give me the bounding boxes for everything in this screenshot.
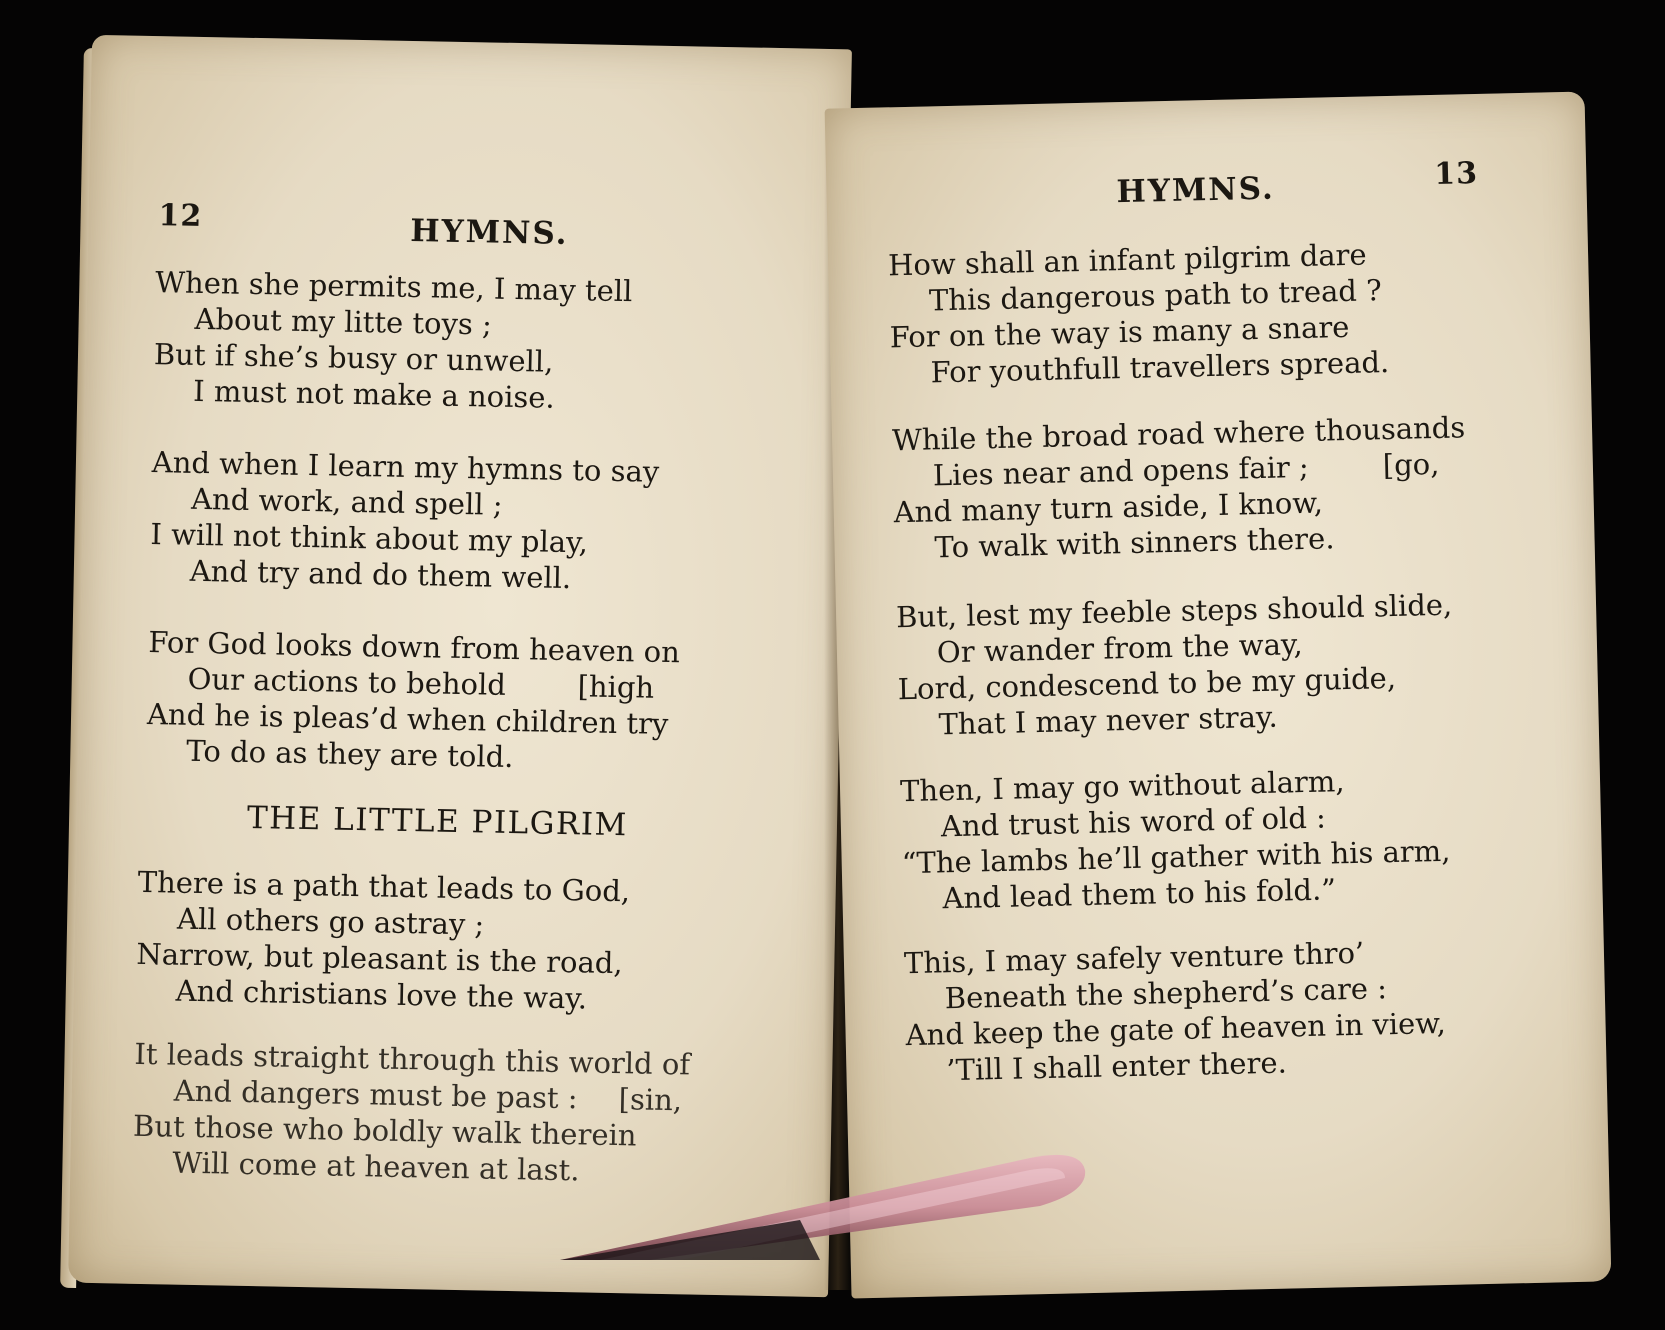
turnover-word: [high (577, 669, 655, 705)
verse-line: I will not think about my play, (150, 517, 589, 560)
verse-line: Then, I may go without alarm, (899, 764, 1345, 809)
right-stanza-4 (900, 761, 1452, 917)
left-stanza-3 (146, 624, 680, 778)
right-stanza-3 (896, 587, 1455, 744)
left-running-head: HYMNS. (409, 212, 569, 252)
verse-line: And christians love the way. (175, 973, 588, 1016)
verse-line: How shall an infant pilgrim dare (887, 237, 1367, 283)
poem-title: THE LITTLE PILGRIM (246, 799, 629, 844)
verse-line: And try and do them well. (189, 553, 572, 596)
right-page-number: 13 (1433, 155, 1479, 192)
verse-line: For God looks down from heaven on (148, 625, 681, 670)
verse-line: Beneath the shepherd’s care : (944, 971, 1388, 1016)
verse-line: And he is pleas’d when children try (146, 697, 669, 742)
verse-line: “The lambs he’ll gather with his arm, (901, 833, 1451, 881)
verse-line: For youthfull travellers spread. (930, 345, 1390, 390)
verse-line: It leads straight through this world of (134, 1036, 691, 1082)
verse-line: This, I may safely venture thro’ (903, 935, 1365, 981)
verse-line-text: And dangers must be past : (173, 1073, 578, 1116)
verse-line: Narrow, but pleasant is the road, (136, 936, 623, 981)
right-stanza-5 (904, 933, 1447, 1089)
verse-line: And work, and spell ; (190, 481, 503, 522)
right-stanza-2 (892, 409, 1468, 566)
verse-line: While the broad road where thousands (891, 410, 1466, 458)
left-page-number: 12 (158, 198, 203, 234)
verse-line: And lead them to his fold.” (942, 872, 1337, 916)
verse-line: Lord, condescend to be my guide, (897, 660, 1397, 707)
verse-line: All others go astray ; (176, 901, 485, 942)
pilgrim-stanza-1 (135, 864, 630, 1017)
verse-line: And keep the gate of heaven in view, (905, 1005, 1447, 1053)
verse-line: For on the way is many a snare (889, 309, 1350, 355)
verse-line: That I may never stray. (938, 699, 1279, 742)
right-stanza-1 (888, 236, 1390, 391)
verse-line-text: Lies near and opens fair ; (932, 449, 1310, 493)
turnover-word: [sin, (618, 1082, 683, 1118)
verse-line: ’Till I shall enter there. (946, 1045, 1288, 1088)
verse-line: And when I learn my hymns to say (151, 445, 660, 489)
pink-pen-icon (560, 1140, 1120, 1260)
left-page (68, 35, 852, 1297)
verse-line: I must not make a noise. (192, 373, 556, 415)
verse-line: To walk with sinners there. (934, 521, 1335, 565)
verse-line: But if she’s busy or unwell, (153, 337, 554, 379)
verse-line: This dangerous path to tread ? (928, 273, 1383, 318)
verse-line: There is a path that leads to God, (137, 864, 631, 909)
right-page (825, 92, 1612, 1299)
verse-line: But, lest my feeble steps should slide, (895, 587, 1453, 635)
verse-line: About my litte toys ; (194, 301, 493, 342)
verse-line: To do as they are told. (185, 733, 514, 775)
verse-line: Will come at heaven at last. (172, 1145, 580, 1188)
verse-line: But those who boldly walk therein (132, 1108, 637, 1153)
verse-line: Or wander from the way, (936, 627, 1304, 670)
verse-line: And trust his word of old : (940, 800, 1327, 844)
verse-line: When she permits me, I may tell (154, 265, 633, 309)
left-stanza-2 (149, 444, 659, 598)
verse-line: And many turn aside, I know, (893, 485, 1324, 530)
turnover-word: [go, (1382, 446, 1440, 483)
left-stanza-1 (153, 264, 633, 417)
right-running-head: HYMNS. (1116, 170, 1276, 211)
verse-line-text: Our actions to behold (187, 661, 507, 702)
